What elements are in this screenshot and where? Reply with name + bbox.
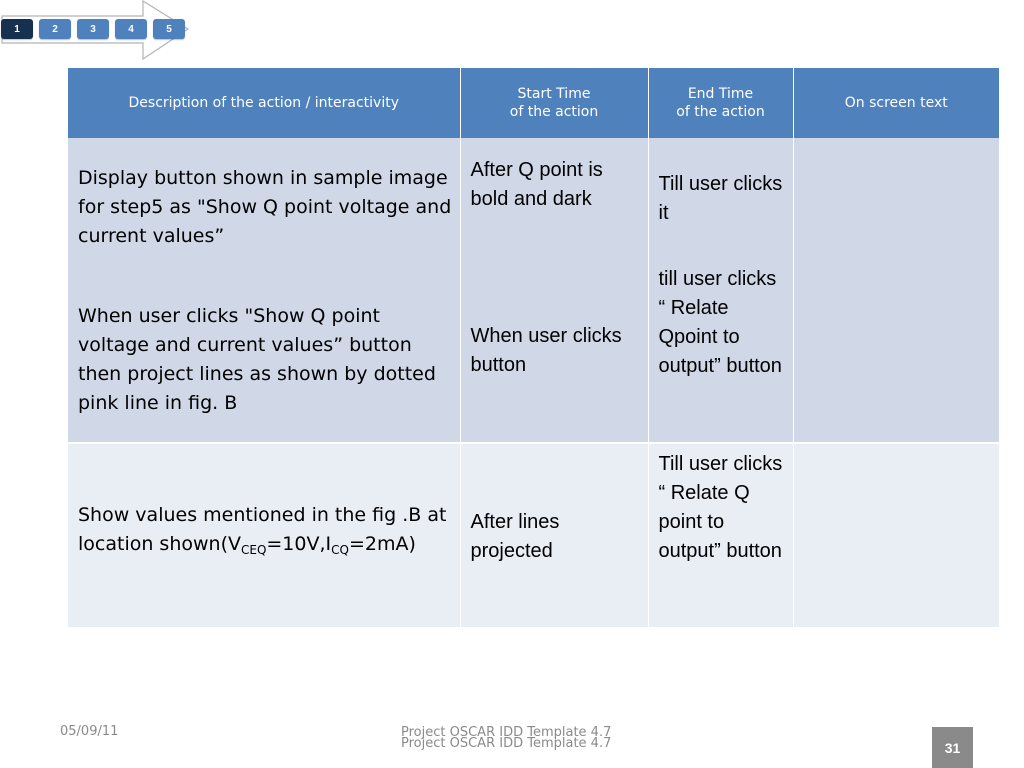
header-start-line2: of the action bbox=[509, 104, 599, 120]
row1-description-a: Display button shown in sample image for step5 as "Show Q point voltage and current values” bbox=[78, 167, 452, 247]
row1-start-b: When user clicks button bbox=[470, 325, 622, 376]
row1-description-cell bbox=[68, 138, 460, 443]
row2-desc-sub-cq: CQ bbox=[331, 543, 349, 557]
step-navigation bbox=[0, 0, 200, 62]
row2-desc-post: =2mA) bbox=[348, 533, 416, 555]
row2-desc-sub-ceq: CEQ bbox=[240, 543, 267, 557]
header-start-time bbox=[460, 68, 648, 138]
header-end-line2: of the action bbox=[676, 104, 765, 120]
row2-desc-pre: Show values mentioned in the fig .B at location shown(V bbox=[78, 504, 447, 555]
row1-end-cell bbox=[648, 138, 793, 443]
step-5-button[interactable]: 5 bbox=[153, 19, 185, 39]
header-start-line1: Start Time bbox=[517, 86, 591, 102]
row2-description bbox=[78, 501, 454, 559]
step-2-button[interactable]: 2 bbox=[39, 19, 71, 39]
row2-end: Till user clicks “ Relate Q point to output” button bbox=[658, 453, 783, 562]
row2-desc-mid: =10V,I bbox=[266, 533, 332, 555]
row2-end-cell bbox=[648, 443, 793, 627]
table-header-row bbox=[68, 68, 999, 138]
row2-description-cell bbox=[68, 443, 460, 627]
row1-start-a: After Q point is bold and dark bbox=[470, 159, 603, 210]
table-row bbox=[68, 138, 999, 443]
row1-description-b: When user clicks "Show Q point voltage and current values” button then project lines as shown by dotted pink line in fig. B bbox=[78, 305, 436, 414]
footer-template-label-duplicate: Project OSCAR IDD Template 4.7 bbox=[401, 736, 612, 751]
header-onscreen-text: On screen text bbox=[793, 68, 999, 138]
page-number: 31 bbox=[932, 727, 973, 768]
footer-date: 05/09/11 bbox=[60, 724, 119, 739]
interactivity-table bbox=[68, 68, 999, 627]
step-4-button[interactable]: 4 bbox=[115, 19, 147, 39]
row1-onscreen-cell bbox=[793, 138, 999, 443]
step-3-button[interactable]: 3 bbox=[77, 19, 109, 39]
row2-onscreen-cell bbox=[793, 443, 999, 627]
footer-template-label: Project OSCAR IDD Template 4.7 bbox=[401, 725, 612, 740]
row2-start: After lines projected bbox=[470, 511, 560, 562]
step-1-button[interactable]: 1 bbox=[1, 19, 33, 39]
row1-start-cell bbox=[460, 138, 648, 443]
row1-end-b: till user clicks “ Relate Qpoint to output” button bbox=[658, 268, 782, 377]
header-description: Description of the action / interactivity bbox=[68, 68, 460, 138]
table-row bbox=[68, 443, 999, 627]
row1-end-a: Till user clicks it bbox=[658, 173, 783, 224]
header-end-line1: End Time bbox=[687, 86, 754, 102]
header-end-time bbox=[648, 68, 793, 138]
row2-start-cell bbox=[460, 443, 648, 627]
